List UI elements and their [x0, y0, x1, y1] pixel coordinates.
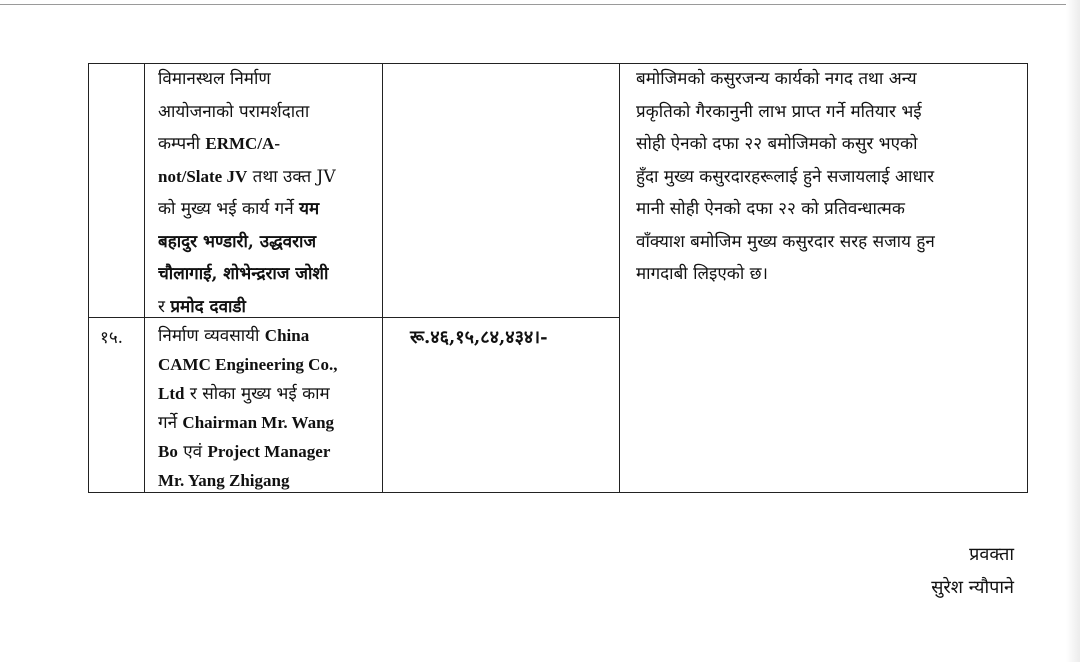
table-border-right [1027, 63, 1028, 493]
page-edge-shadow [1066, 0, 1080, 662]
row2-serial-number: १५. [100, 328, 124, 348]
row1-line-7: चौलागाई, शोभेन्द्रराज जोशी [158, 264, 329, 284]
table-col-divider-3 [619, 63, 620, 493]
remarks-line-2: प्रकृतिको गैरकानुनी लाभ प्राप्त गर्ने मतियार भई [636, 101, 922, 122]
row2-line-5: Bo एवं Project Manager [158, 442, 331, 462]
page-top-edge [0, 4, 1080, 5]
row2-line-2: CAMC Engineering Co., [158, 355, 338, 374]
row1-line-2: आयोजनाको परामर्शदाता [158, 101, 310, 122]
row1-line-1: विमानस्थल निर्माण [158, 69, 271, 89]
remarks-line-1: बमोजिमको कसुरजन्य कार्यको नगद तथा अन्य [636, 69, 917, 89]
remarks-line-7: मागदाबी लिइएको छ। [636, 264, 768, 284]
row2-line-1: निर्माण व्यवसायी China [158, 326, 310, 346]
row1-line-8: र प्रमोद दवाडी [158, 296, 246, 317]
signature-title: प्रवक्ता [969, 544, 1014, 565]
remarks-line-4: हुँदा मुख्य कसुरदारहरूलाई हुने सजायलाई आधार [636, 166, 935, 187]
row2-line-4: गर्ने Chairman Mr. Wang [158, 413, 335, 433]
signature-name: सुरेश न्यौपाने [931, 577, 1014, 598]
row1-line-3: कम्पनी ERMC/A- [158, 134, 280, 154]
row1-line-4: not/Slate JV तथा उक्त JV [158, 166, 336, 187]
row1-description [158, 63, 444, 323]
row2-description [158, 321, 444, 495]
row1-line-6: बहादुर भण्डारी, उद्धवराज [158, 231, 317, 252]
remarks-line-6: वाँक्याश बमोजिम मुख्य कसुरदार सरह सजाय हुन [636, 231, 935, 252]
remarks-line-3: सोही ऐनको दफा २२ बमोजिमको कसुर भएको [636, 134, 918, 154]
table-border-left [88, 63, 89, 493]
row2-amount: रू.४६,१५,८४,४३४।- [410, 327, 548, 348]
table-col-divider-1 [144, 63, 145, 493]
row2-line-3: Ltd र सोका मुख्य भई काम [158, 384, 330, 404]
row2-line-6: Mr. Yang Zhigang [158, 471, 290, 490]
remarks-text [636, 63, 1022, 291]
case-table [88, 63, 1028, 493]
remarks-line-5: मानी सोही ऐनको दफा २२ को प्रतिवन्धात्मक [636, 199, 905, 219]
row1-line-5: को मुख्य भई कार्य गर्ने यम [158, 199, 320, 219]
